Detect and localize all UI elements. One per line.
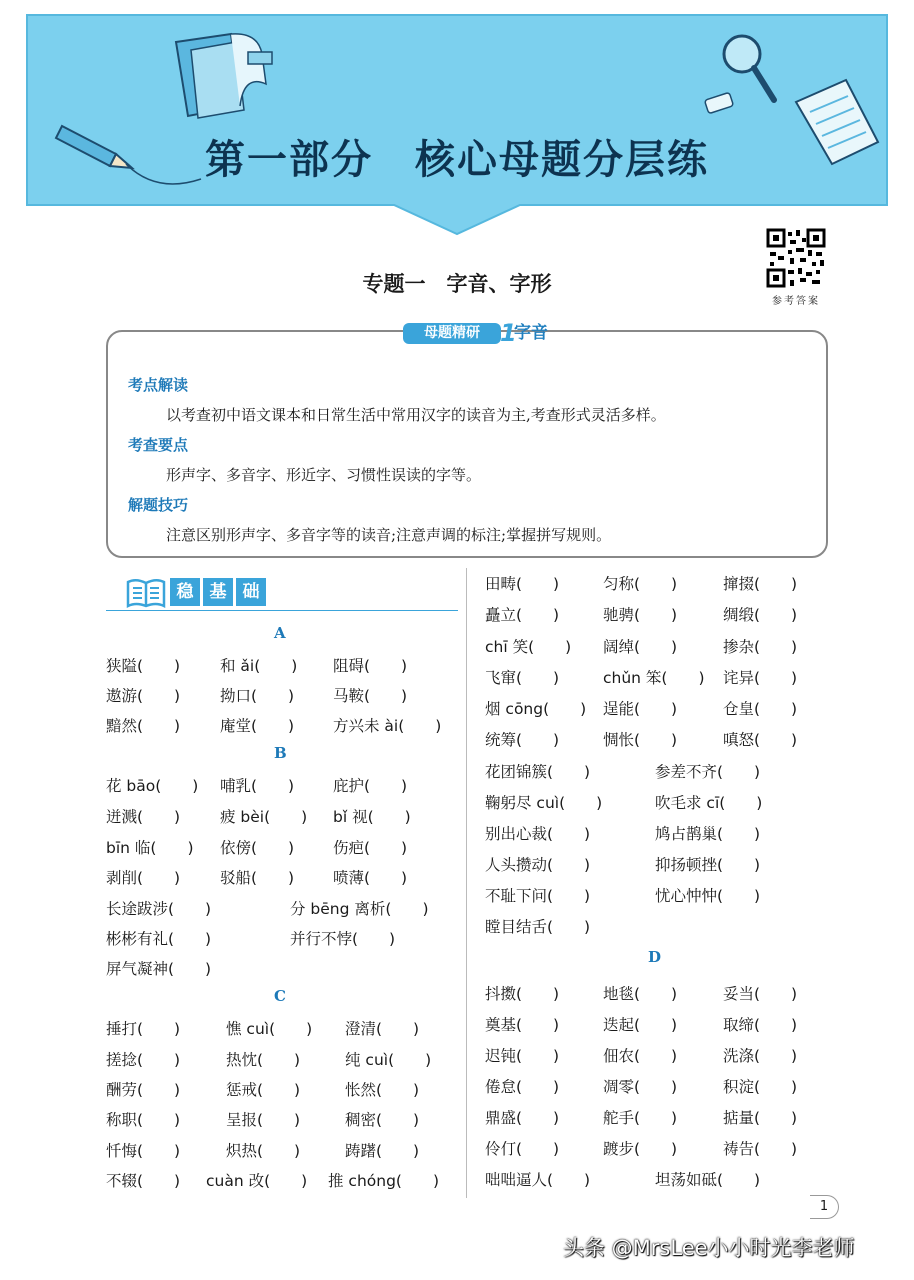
section-char: 基 — [203, 578, 233, 606]
eraser-icon — [704, 92, 733, 113]
exercise-item: 搓捻( ) — [106, 1051, 181, 1069]
exercise-item: 驰骋( ) — [603, 606, 678, 624]
exercise-item: 伤疤( ) — [333, 839, 408, 857]
exercise-item: bīn 临( ) — [106, 839, 194, 857]
exercise-item: chǔn 笨( ) — [603, 669, 705, 687]
exercise-item: 稠密( ) — [345, 1111, 420, 1129]
exercise-item: 阔绰( ) — [603, 638, 678, 656]
exercise-item: 坦荡如砥( ) — [655, 1171, 761, 1189]
exercise-item: 遨游( ) — [106, 687, 181, 705]
exercise-item: 田畴( ) — [485, 575, 560, 593]
exercise-item: 哺乳( ) — [220, 777, 295, 795]
banner-notch — [392, 204, 522, 236]
exercise-item: 憔 cuì( ) — [226, 1020, 313, 1038]
exercise-item: 矗立( ) — [485, 606, 560, 624]
exercise-item: 烟 cōng( ) — [485, 700, 587, 718]
exercise-item: 倦怠( ) — [485, 1078, 560, 1096]
exercise-item: 鞠躬尽 cuì( ) — [485, 794, 603, 812]
exercise-item: 撺掇( ) — [723, 575, 798, 593]
exercise-item: 惆怅( ) — [603, 731, 678, 749]
exercise-item: 并行不悖( ) — [290, 930, 396, 948]
exercise-item: 人头攒动( ) — [485, 856, 591, 874]
exercise-item: 嗔怒( ) — [723, 731, 798, 749]
exercise-item: 鸠占鹊巢( ) — [655, 825, 761, 843]
exercise-item: 统筹( ) — [485, 731, 560, 749]
exercise-item: 迟钝( ) — [485, 1047, 560, 1065]
exercise-item: bǐ 视( ) — [333, 808, 411, 826]
tab-label-right: 字音 — [514, 323, 548, 343]
exercise-item: 洗涤( ) — [723, 1047, 798, 1065]
exercise-item: 纯 cuì( ) — [345, 1051, 432, 1069]
exercise-item: 吹毛求 cī( ) — [655, 794, 763, 812]
exercise-item: 掺杂( ) — [723, 638, 798, 656]
exercise-item: 分 bēng 离析( ) — [290, 900, 429, 918]
column-divider — [466, 568, 467, 1198]
box-text-3: 注意区别形声字、多音字等的读音;注意声调的标注;掌握拼写规则。 — [166, 526, 612, 544]
exercise-item: 取缔( ) — [723, 1016, 798, 1034]
book-icon — [176, 34, 272, 118]
exercise-item: 抑扬顿挫( ) — [655, 856, 761, 874]
exercise-item: 妥当( ) — [723, 985, 798, 1003]
exercise-item: 抖擞( ) — [485, 985, 560, 1003]
exercise-item: 不耻下问( ) — [485, 887, 591, 905]
exercise-item: 方兴未 ài( ) — [333, 717, 442, 735]
exercise-item: 地毯( ) — [603, 985, 678, 1003]
group-letter-d: D — [648, 948, 662, 966]
exercise-item: 拗口( ) — [220, 687, 295, 705]
group-letter-b: B — [274, 744, 287, 762]
exercise-item: 推 chóng( ) — [328, 1172, 440, 1190]
section-char: 稳 — [170, 578, 200, 606]
exercise-item: 掂量( ) — [723, 1109, 798, 1127]
exercise-item: 花 bāo( ) — [106, 777, 199, 795]
section-underline — [106, 610, 458, 611]
section-char: 础 — [236, 578, 266, 606]
exercise-item: 踱步( ) — [603, 1140, 678, 1158]
exercise-item: 忧心忡忡( ) — [655, 887, 761, 905]
exercise-item: cuàn 改( ) — [206, 1172, 308, 1190]
magnifier-icon — [724, 36, 774, 100]
topic-title: 专题一 字音、字形 — [362, 271, 552, 296]
box-heading-2: 考查要点 — [128, 436, 189, 454]
exercise-item: 逞能( ) — [603, 700, 678, 718]
group-letter-a: A — [274, 624, 286, 642]
exercise-item: 积淀( ) — [723, 1078, 798, 1096]
exercise-item: 炽热( ) — [226, 1142, 301, 1160]
exercise-item: 呈报( ) — [226, 1111, 301, 1129]
exercise-item: 怅然( ) — [345, 1081, 420, 1099]
exercise-item: 称职( ) — [106, 1111, 181, 1129]
exercise-item: 参差不齐( ) — [655, 763, 761, 781]
exercise-item: 马鞍( ) — [333, 687, 408, 705]
exercise-item: 咄咄逼人( ) — [485, 1171, 591, 1189]
exercise-item: 庵堂( ) — [220, 717, 295, 735]
qr-label: 参考答案 — [772, 296, 820, 307]
page-number: 1 — [810, 1195, 839, 1219]
open-book-icon — [126, 578, 166, 608]
exercise-item: 凋零( ) — [603, 1078, 678, 1096]
exercise-item: 鼎盛( ) — [485, 1109, 560, 1127]
tab-label-left: 母题精研 — [403, 323, 501, 344]
box-text-2: 形声字、多音字、形近字、习惯性误读的字等。 — [166, 466, 482, 484]
exercise-item: 不辍( ) — [106, 1172, 181, 1190]
exercise-item: 长途跋涉( ) — [106, 900, 212, 918]
exercise-item: 酬劳( ) — [106, 1081, 181, 1099]
exercise-item: 澄清( ) — [345, 1020, 420, 1038]
box-text-1: 以考查初中语文课本和日常生活中常用汉字的读音为主,考查形式灵活多样。 — [166, 406, 666, 424]
exercise-item: 迸溅( ) — [106, 808, 181, 826]
exercise-item: 黯然( ) — [106, 717, 181, 735]
exercise-item: chī 笑( ) — [485, 638, 572, 656]
exercise-item: 剥削( ) — [106, 869, 181, 887]
tab-number: 1 — [500, 319, 517, 347]
exercise-item: 屏气凝神( ) — [106, 960, 212, 978]
exercise-item: 花团锦簇( ) — [485, 763, 591, 781]
exercise-item: 迭起( ) — [603, 1016, 678, 1034]
exercise-item: 忏悔( ) — [106, 1142, 181, 1160]
exercise-item: 佃农( ) — [603, 1047, 678, 1065]
exercise-item: 瞠目结舌( ) — [485, 918, 591, 936]
watermark: 头条 @MrsLee小小时光李老师 — [563, 1236, 855, 1260]
exercise-item: 惩戒( ) — [226, 1081, 301, 1099]
exercise-item: 和 ǎi( ) — [220, 657, 298, 675]
exercise-item: 绸缎( ) — [723, 606, 798, 624]
exercise-item: 仓皇( ) — [723, 700, 798, 718]
box-heading-1: 考点解读 — [128, 376, 189, 394]
exercise-item: 庇护( ) — [333, 777, 408, 795]
exercise-item: 热忱( ) — [226, 1051, 301, 1069]
exercise-item: 奠基( ) — [485, 1016, 560, 1034]
exercise-item: 舵手( ) — [603, 1109, 678, 1127]
banner-title: 第一部分 核心母题分层练 — [205, 136, 709, 183]
exercise-item: 祷告( ) — [723, 1140, 798, 1158]
exercise-item: 彬彬有礼( ) — [106, 930, 212, 948]
exercise-item: 喷薄( ) — [333, 869, 408, 887]
exercise-item: 踌躇( ) — [345, 1142, 420, 1160]
exercise-item: 依傍( ) — [220, 839, 295, 857]
exercise-item: 阻碍( ) — [333, 657, 408, 675]
exercise-item: 伶仃( ) — [485, 1140, 560, 1158]
exercise-item: 疲 bèi( ) — [220, 808, 308, 826]
exercise-item: 匀称( ) — [603, 575, 678, 593]
box-heading-3: 解题技巧 — [128, 496, 189, 514]
exercise-item: 飞窜( ) — [485, 669, 560, 687]
section-title — [170, 578, 269, 608]
exercise-item: 诧异( ) — [723, 669, 798, 687]
group-letter-c: C — [274, 987, 286, 1005]
exercise-item: 狭隘( ) — [106, 657, 181, 675]
exercise-item: 别出心裁( ) — [485, 825, 591, 843]
exercise-item: 驳船( ) — [220, 869, 295, 887]
exercise-item: 捶打( ) — [106, 1020, 181, 1038]
